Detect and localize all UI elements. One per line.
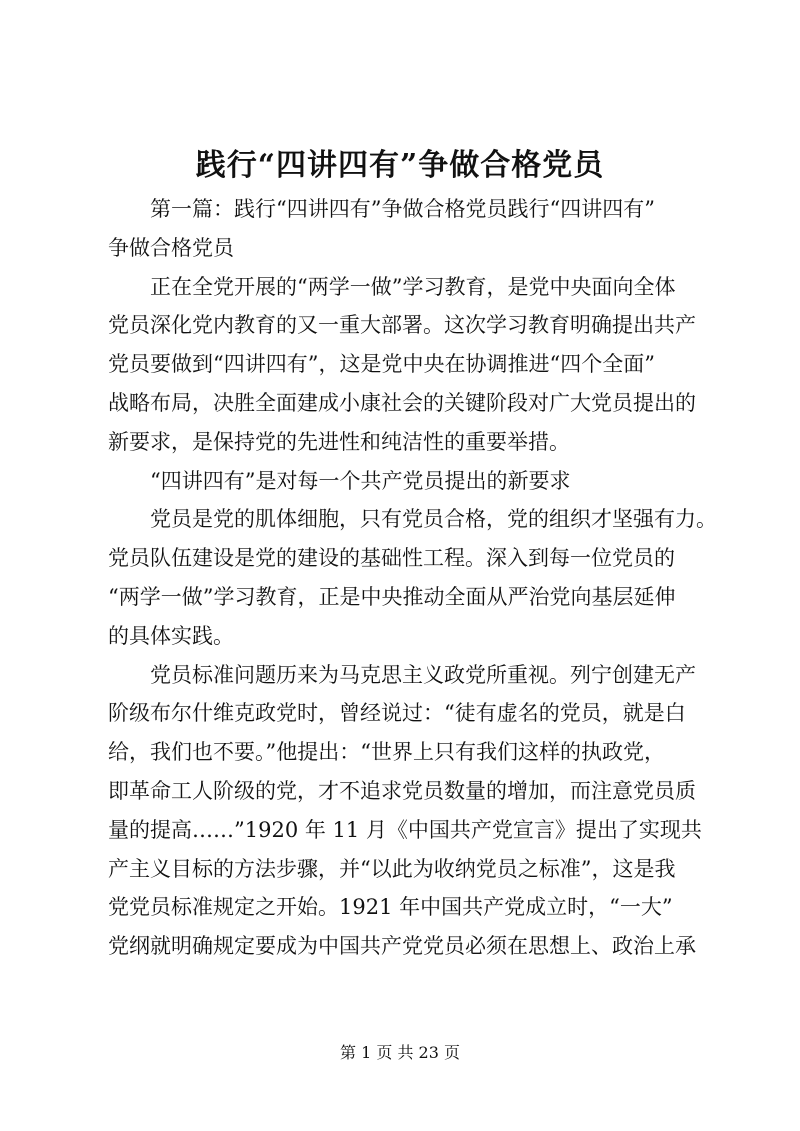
paragraph-line: 新要求，是保持党的先进性和纯洁性的重要举措。 (108, 429, 570, 454)
paragraph-line: 争做合格党员 (108, 235, 234, 260)
paragraph-line: 战略布局，决胜全面建成小康社会的关键阶段对广大党员提出的 (108, 390, 696, 415)
paragraph-line: 给，我们也不要。”他提出：“世界上只有我们这样的执政党， (108, 740, 665, 765)
paragraph-line: 量的提高……”1920 年 11 月《中国共产党宣言》提出了实现共 (108, 817, 702, 842)
page-title: 践行“四讲四有”争做合格党员 (195, 148, 605, 183)
paragraph-line: 阶级布尔什维克政党时，曾经说过：“徒有虚名的党员，就是白 (108, 701, 686, 726)
paragraph-line: “两学一做”学习教育，正是中央推动全面从严治党向基层延伸 (108, 584, 676, 609)
document-body (108, 190, 717, 966)
paragraph-line: 党员是党的肌体细胞，只有党员合格，党的组织才坚强有力。 (150, 507, 717, 532)
section-heading: “四讲四有”是对每一个共产党员提出的新要求 (150, 468, 571, 493)
paragraph-line: 党纲就明确规定要成为中国共产党党员必须在思想上、政治上承 (108, 934, 696, 959)
paragraph-line: 党员队伍建设是党的建设的基础性工程。深入到每一位党员的 (108, 546, 675, 571)
paragraph-line: 正在全党开展的“两学一做”学习教育，是党中央面向全体 (150, 274, 676, 299)
paragraph-line: 党员深化党内教育的又一重大部署。这次学习教育明确提出共产 (108, 313, 696, 338)
paragraph-line: 党党员标准规定之开始。1921 年中国共产党成立时，“一大” (108, 895, 673, 920)
paragraph-line: 党员要做到“四讲四有”，这是党中央在协调推进“四个全面” (108, 352, 655, 377)
paragraph-line: 产主义目标的方法步骤，并“以此为收纳党员之标准”，这是我 (108, 856, 676, 881)
paragraph-line: 即革命工人阶级的党，才不追求党员数量的增加，而注意党员质 (108, 778, 696, 803)
paragraph-line: 第一篇：践行“四讲四有”争做合格党员践行“四讲四有” (150, 197, 655, 221)
paragraph-line: 的具体实践。 (108, 623, 234, 648)
page-footer: 第 1 页 共 23 页 (340, 1043, 460, 1062)
paragraph-line: 党员标准问题历来为马克思主义政党所重视。列宁创建无产 (150, 662, 696, 687)
